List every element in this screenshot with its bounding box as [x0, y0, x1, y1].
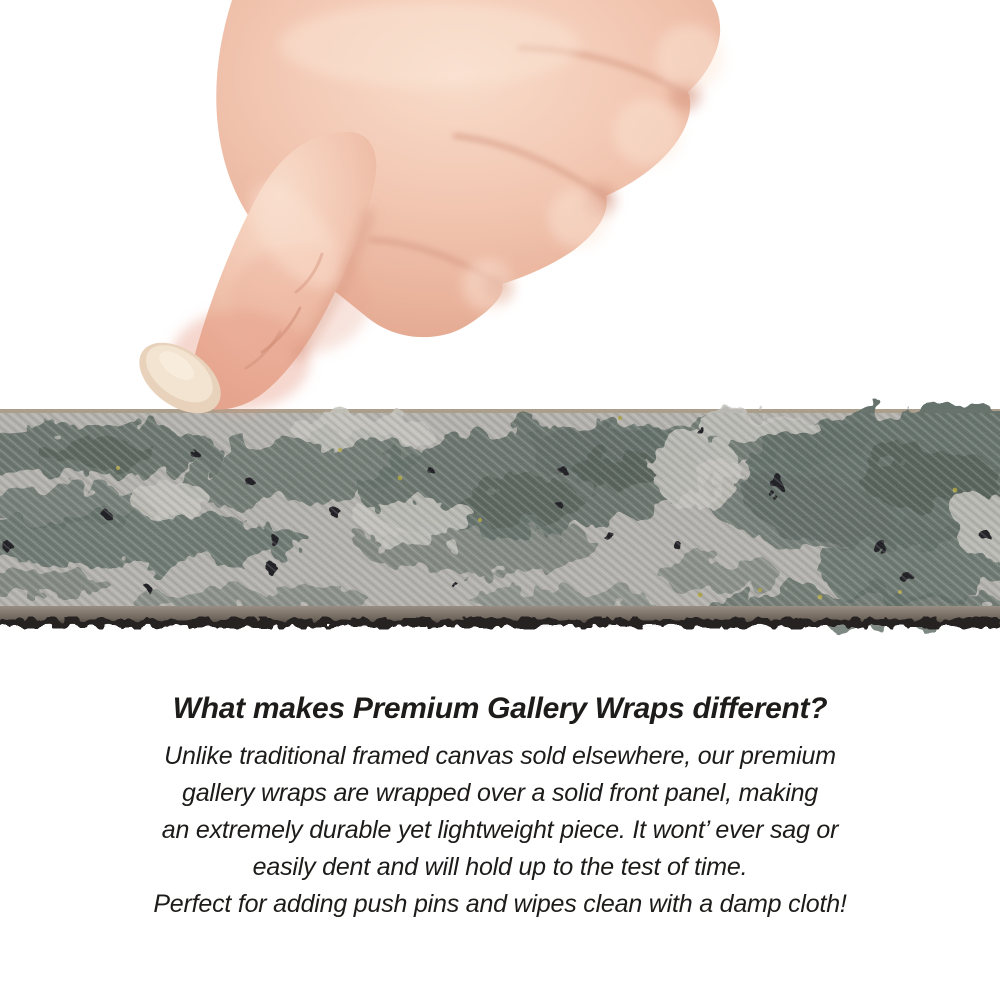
body-line-4: easily dent and will hold up to the test of time.: [252, 853, 748, 881]
body-line-2: gallery wraps are wrapped over a solid front panel, making: [182, 779, 818, 807]
section-heading: What makes Premium Gallery Wraps different?: [172, 692, 828, 725]
body-line-1: Unlike traditional framed canvas sold elsewhere, our premium: [164, 742, 836, 770]
marketing-copy: [0, 692, 1000, 923]
body-line-5: Perfect for adding push pins and wipes clean with a damp cloth!: [153, 890, 847, 918]
canvas-strip: [0, 391, 1000, 627]
canvas-edge-line: [0, 619, 1000, 627]
body-line-3: an extremely durable yet lightweight piece. It wont’ ever sag or: [161, 816, 839, 844]
body-text: [0, 738, 1000, 923]
